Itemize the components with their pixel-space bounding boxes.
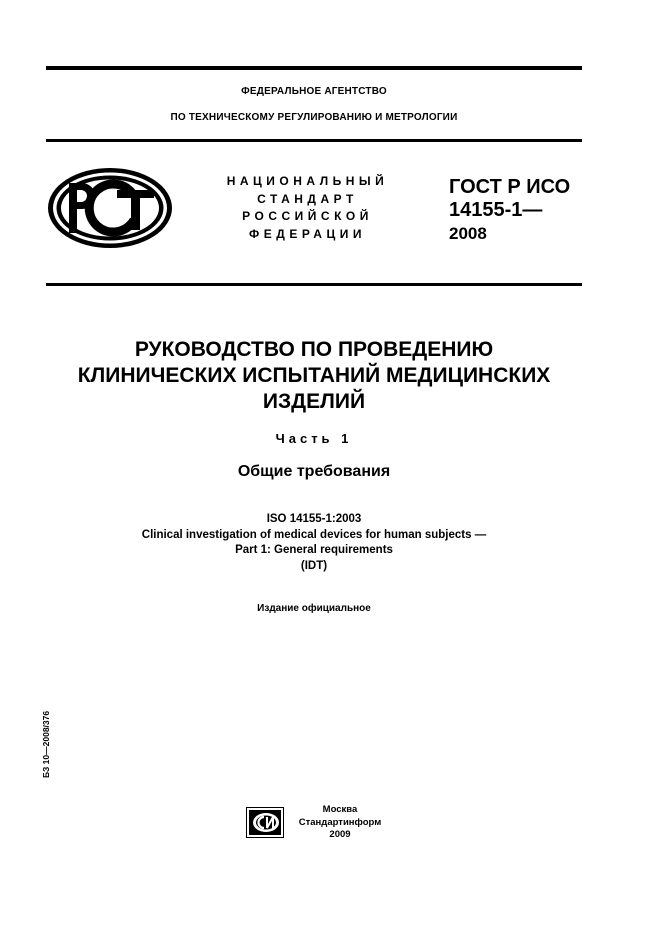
lower-rule: [46, 283, 582, 286]
rst-certification-logo-icon: [46, 166, 174, 250]
standard-designation: [449, 176, 599, 245]
standartinform-logo-icon: [246, 807, 284, 838]
part-subtitle: Общие требования: [237, 463, 391, 480]
publisher-info: [292, 804, 388, 842]
designation-line-2: 14155-1—: [449, 199, 543, 221]
part-number: Часть 1: [275, 431, 353, 446]
title-line-1: РУКОВОДСТВО ПО ПРОВЕДЕНИЮ: [134, 338, 494, 361]
standard-type-line-4: ФЕДЕРАЦИИ: [249, 226, 366, 241]
standard-type-line-3: РОССИЙСКОЙ: [242, 209, 373, 223]
standard-type-line-1: НАЦИОНАЛЬНЫЙ: [226, 174, 389, 188]
iso-reference: [46, 512, 582, 574]
publisher-city: Москва: [322, 804, 358, 815]
iso-line-2: Clinical investigation of medical devices for human subjects —: [141, 528, 487, 541]
standard-type: [205, 173, 410, 243]
header-rule: [46, 139, 582, 142]
edition-note: Издание официальное: [257, 603, 371, 614]
agency-line-1: ФЕДЕРАЛЬНОЕ АГЕНТСТВО: [241, 86, 387, 97]
side-catalog-note: БЗ 10—2008/376: [41, 710, 51, 778]
iso-line-4: (IDT): [300, 559, 328, 572]
title-line-3: ИЗДЕЛИЙ: [262, 390, 366, 413]
publisher-year: 2009: [329, 829, 351, 840]
title-line-2: КЛИНИЧЕСКИХ ИСПЫТАНИЙ МЕДИЦИНСКИХ: [77, 364, 551, 387]
document-title: [46, 337, 582, 415]
top-rule: [46, 66, 582, 70]
iso-line-3: Part 1: General requirements: [235, 544, 393, 556]
agency-line-2: ПО ТЕХНИЧЕСКОМУ РЕГУЛИРОВАНИЮ И МЕТРОЛОГИИ: [170, 112, 458, 123]
designation-line-1: ГОСТ Р ИСО: [449, 176, 571, 198]
publisher-name: Стандартинформ: [298, 816, 382, 828]
designation-year: 2008: [449, 224, 487, 243]
iso-line-1: ISO 14155-1:2003: [266, 513, 362, 525]
standard-type-line-2: СТАНДАРТ: [257, 191, 358, 206]
